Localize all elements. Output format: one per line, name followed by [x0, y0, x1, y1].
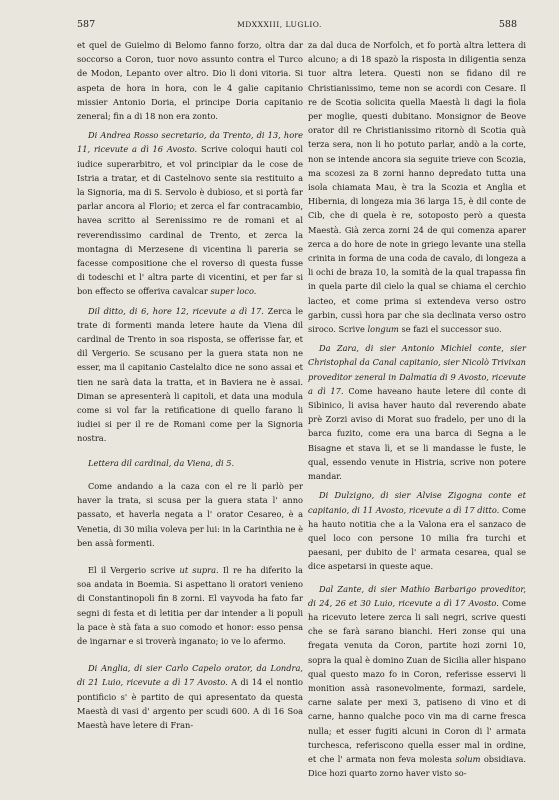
right-column	[308, 38, 526, 780]
running-title: MDXXXIII, LUGLIO.	[237, 20, 322, 29]
section-title: Lettera dil cardinal, da Viena, di 5.	[88, 457, 235, 468]
letter-entry: Di Dulzigno, di sier Alvise Zigogna conte et capitanio, di 11 Avosto, ricevute a dì 17 ditto. Come ha hauto notitia che a la Valona era el sanzaco de quel loco con persone 10 milia fra turchi et paesani, per dubito de l' armata cesarea, qual se dice aspetarsi in queste aque.	[308, 490, 527, 572]
left-page-number: 587	[77, 19, 96, 30]
paragraph: et quel de Guielmo di Belomo fanno forzo, oltra dar soccorso a Coron, tuor novo assunto contra el Turco de Modon, Lepanto over altro. Dio li doni vitoria. Si aspeta de hora in hora, con le 4 galie capitanio missier Antonio Doria, el principe Doria capitanio zeneral; fin a di 18 non era zonto.	[77, 40, 303, 122]
letter-heading: Di Dulzigno, di sier Alvise Zigogna conte et capitanio, di 11 Avosto, ricevute a dì 17 ditto.	[308, 490, 526, 515]
letter-entry: Dal Zante, di sier Mathio Barbarigo proveditor, di 24, 26 et 30 Luio, ricevute a dì 17 Avosto. Come ha ricevuto letere zerca li sali negri, scrive questi che se farà sarano bianchi. Heri zonse qui una fregata venuta da Coron, partite hozi zorni 10, sopra la qual è domino Zuan de Sicilia aller hispano qual questo mazo fo in Coron, referisse esservi li monition assà rasonevolmente, formazi, sardele, carne salate per mexi 3, patiseno di vino et di carne, hanno qualche poco vin ma di carne fresca nulla; et esser fugiti alcuni in Coron di l' armata turchesca, referiscono quella esser mal in ordine, et che l' armata non feva molesta solum obsidiava. Dice hozi quarto zorno haver visto so-	[308, 583, 527, 779]
right-page-number: 588	[498, 19, 517, 30]
letter-heading: Da Zara, di sier Antonio Michiel conte, sier Christophal da Canal capitanio, sier Nicolò Trivixan proveditor zeneral in Dalmatia di 9 Avosto, ricevute a dì 17.	[308, 343, 526, 396]
letter-heading: Di Anglia, di sier Carlo Capelo orator, da Londra, di 21 Luio, ricevute a dì 17 Avosto.	[77, 663, 303, 688]
letter-heading: Dal Zante, di sier Mathio Barbarigo proveditor, di 24, 26 et 30 Luio, ricevute a dì 17 Avosto.	[308, 583, 526, 608]
paragraph: El il Vergerio scrive ut supra. Il re ha diferito la soa andata in Boemia. Si aspettano li oratori venieno di Constantinopoli fin 8 zorni. El vayvoda ha fato far segni di festa et di letitia per dar intender a li populi la pace è stà fata a suo comodo et honor: esso pensa de ingarnar e si troverà inganato; io ve lo afermo.	[77, 564, 303, 646]
paragraph: Come andando a la caza con el re li parlò per haver la trata, si scusa per la guera stata l' anno passato, et haverla negata a l' orator Cesareo, è a Venetia, di 30 milia voleva per lui: in la Carinthia ne è ben assà formenti.	[77, 480, 303, 548]
letter-heading: Di Andrea Rosso secretario, da Trento, di 13, hore 11, ricevute a dì 16 Avosto.	[77, 130, 303, 155]
left-column	[77, 38, 303, 732]
letter-entry: Dil ditto, di 6, hore 12, ricevute a dì 17. Zerca le trate di formenti manda letere haute da Viena dil cardinal de Trento in soa risposta, se offerisse far, et dil Vergerio. Se scusano per la guera stata non ne esser, ma il capitanio Castelalto dice ne sono assai et tien ne sarà data la tratta, et in Baviera ne è assai. Diman se apresenterà li capitoli, et data una modula come si vol far la retificatione di quello farano li iudiei si per il re de Romani come per la Signoria nostra.	[77, 305, 303, 444]
letter-heading: Dil ditto, di 6, hore 12, ricevute a dì 17.	[88, 305, 264, 316]
letter-entry: Da Zara, di sier Antonio Michiel conte, sier Christophal da Canal capitanio, sier Nicolò Trivixan proveditor zeneral in Dalmatia di 9 Avosto, ricevute a dì 17. Come haveano haute letere dil conte di Sibinico, li avisa haver hauto dal reverendo abate prè Zorzi aviso di Morat suo fradelo, per uno di la barca fuzito, come era una barca di Segna a le Bisagne et stava lì, et se li mandasse le fuste, le qual, essendo venute in Histria, scrive non potere mandar.	[308, 343, 526, 482]
letter-entry: Di Anglia, di sier Carlo Capelo orator, da Londra, di 21 Luio, ricevute a dì 17 Avosto. A di 14 el nontio pontificio s' è partito de qui apresentato da questa Maestà di vasi d' argento per scudi 600. A di 16 Soa Maestà have letere di Fran-	[77, 663, 303, 730]
paragraph: za dal duca de Norfolch, et fo portà altra lettera di alcuno; a di 18 spazò la risposta in diligentia senza tuor altra letera. Questi non se fidano dil re Christianissimo, teme non se acordi con Cesare. Il re de Scotia solicita quella Maestà li dagi la fiola per moglie, questi dubitano. Monsignor de Beove orator dil re Christianissimo ritornò di Scotia quà terza sera, non li ho potuto parlar, andò a la corte, non se intende ancora sia seguite trieve con Scozia, ma scozesi za 8 zorni hanno depredato tutta una isola chiamata Mau, è tra la Scozia et Anglia et Hibernia, di longeza mia 36 larga 15, è dil conte de Cib, che di quela è re, sotoposto però a questa Maestà. Già zerca zorni 24 de qui comenza aparer zerca a do hore de note in griego levante una stella crinita in forma de una coda de cavalo, di longeza a li ochi de braza 10, la somità de la qual trapassa fin in quela parte dil cielo la qual se chiama el cerchio lacteo, et come prima si extendeva verso ostro garbin, cussì hora par che sia declinata verso ostro siroco. Scrive longum se fazi el successor suo.	[308, 40, 526, 335]
letter-entry: Di Andrea Rosso secretario, da Trento, di 13, hore 11, ricevute a dì 16 Avosto. Scrive coloqui hauti col iudice superarbitro, et vol principiar da le cose de Istria a tratar, et di Castelnovo sente sia restituito a la Signoria, ma di S. Servolo è dubioso, et si portà far parlar ancora al Florio; et zerca el far contracambio, havea scritto al Serenissimo re de romani et al reverendissimo cardinal de Trento, et zerca la montagna di Merzesene di vicentina li pareria se facesse compositione che el roverso di questa fusse di todeschi et l' altra parte di vicentini, et per far si bon effecto se offeriva cavalcar super loco.	[77, 130, 304, 297]
